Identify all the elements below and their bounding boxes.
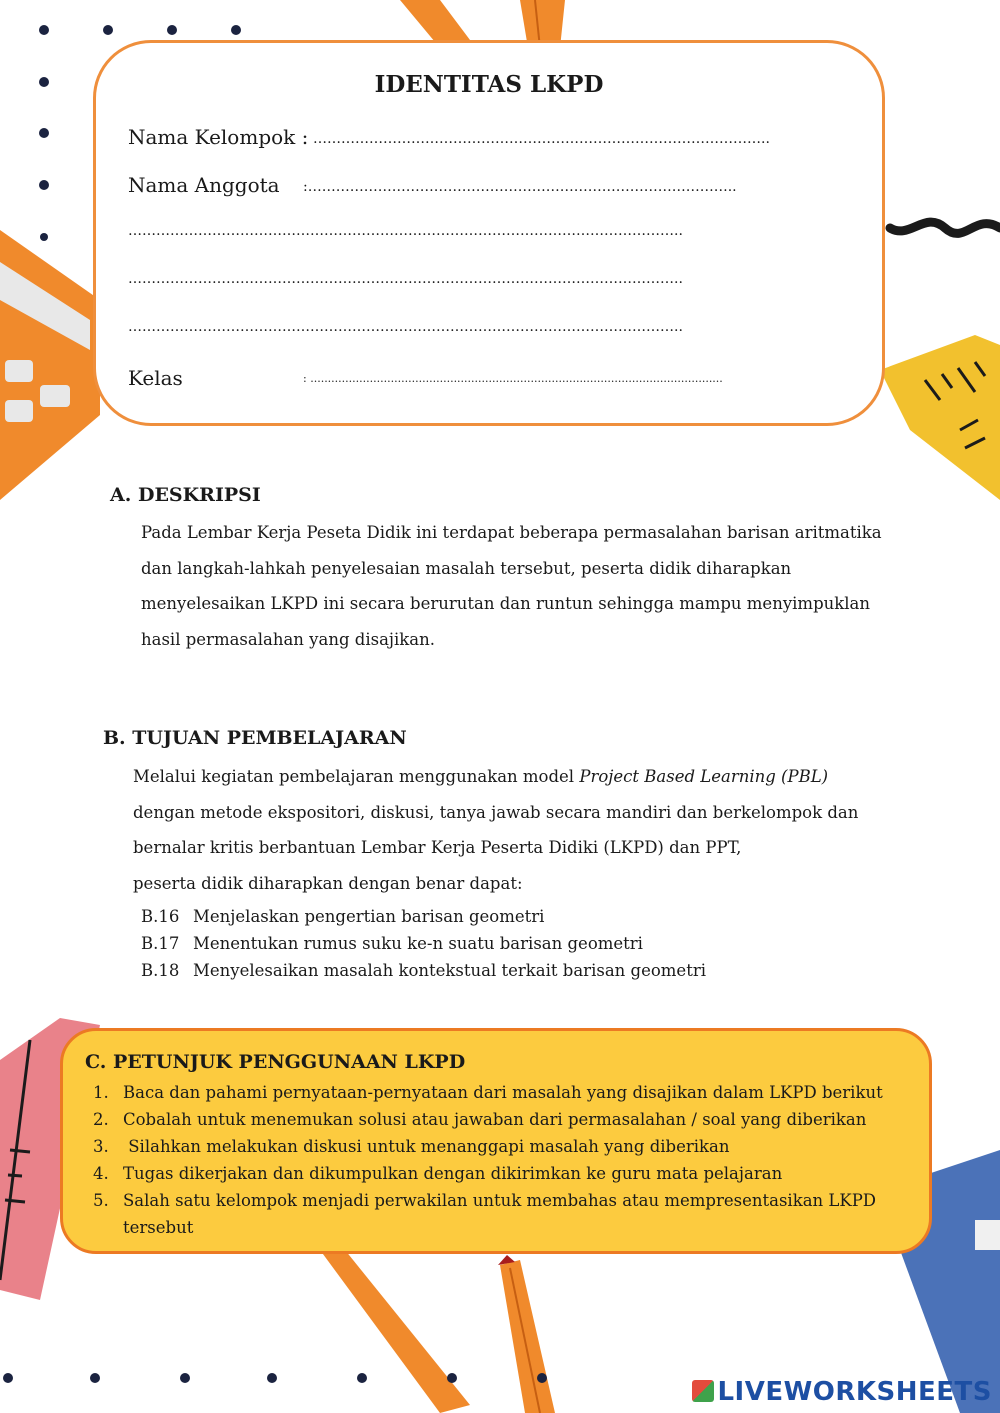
guide-item-text: tersebut (123, 1218, 194, 1237)
group-name-label: Nama Kelompok : (128, 125, 309, 149)
guide-item-text: Silahkan melakukan diskusi untuk menanggapi masalah yang diberikan (123, 1137, 730, 1156)
guide-item-number: 5. (93, 1191, 109, 1210)
members-field[interactable]: :……………………………………………………………………………….. (303, 179, 737, 195)
objective-item (141, 961, 706, 980)
description-line: hasil permasalahan yang disajikan. (141, 629, 436, 649)
objectives-line-1 (133, 759, 858, 795)
guide-box (60, 1028, 932, 1254)
objective-item (141, 907, 544, 926)
group-name-row (128, 125, 770, 149)
objective-code: B.18 (141, 961, 180, 980)
guide-item (93, 1083, 883, 1102)
dot-pattern-bottom (3, 1373, 547, 1383)
members-label: Nama Anggota (128, 173, 280, 197)
liveworksheets-watermark (692, 1377, 992, 1407)
description-line: dan langkah-lahkah penyelesaian masalah tersebut, peserta didik diharapkan (141, 558, 792, 578)
identity-title: IDENTITAS LKPD (374, 71, 604, 98)
liveworksheets-logo-icon (692, 1380, 714, 1402)
objective-text: Menyelesaikan masalah kontekstual terkait barisan geometri (193, 961, 706, 980)
objectives-line-1-pre: Melalui kegiatan pembelajaran menggunakan model (133, 767, 580, 786)
guide-item-text: Baca dan pahami pernyataan-pernyataan dari masalah yang disajikan dalam LKPD berikut (123, 1083, 883, 1102)
guide-item-number: 2. (93, 1110, 109, 1129)
objective-code: B.17 (141, 934, 180, 953)
objective-text: Menjelaskan pengertian barisan geometri (193, 907, 545, 926)
guide-item (93, 1191, 876, 1210)
guide-item-text: Cobalah untuk menemukan solusi atau jawaban dari permasalahan / soal yang diberikan (123, 1110, 867, 1129)
guide-item-number: 1. (93, 1083, 109, 1102)
description-line: Pada Lembar Kerja Peseta Didik ini terdapat beberapa permasalahan barisan aritmatika (141, 523, 882, 542)
member-field-1[interactable]: ……………………………………………………………………………………………………….. (128, 223, 683, 239)
guide-item (93, 1164, 782, 1183)
objectives-title: B. TUJUAN PEMBELAJARAN (103, 727, 407, 749)
objective-item (141, 934, 643, 953)
squiggle-icon (890, 222, 1000, 233)
member-field-3[interactable]: ……………………………………………………………………………………………………….. (128, 319, 683, 335)
ruler-right-icon (880, 335, 1000, 500)
calculator-icon (0, 230, 100, 500)
objectives-text (133, 759, 858, 901)
description-line: menyelesaikan LKPD ini secara berurutan dan runtun sehingga mampu menyimpuklan (141, 594, 870, 613)
objectives-line-4: peserta didik diharapkan dengan benar dapat: (133, 873, 523, 893)
guide-item (93, 1137, 730, 1156)
class-row (128, 366, 723, 390)
guide-item-text: Tugas dikerjakan dan dikumpulkan dengan dikirimkan ke guru mata pelajaran (123, 1164, 783, 1183)
description-title: A. DESKRIPSI (110, 484, 261, 506)
members-row (128, 173, 737, 197)
guide-item-number: 4. (93, 1164, 109, 1183)
watermark-text: LIVEWORKSHEETS (717, 1377, 992, 1407)
class-label: Kelas (128, 366, 183, 390)
guide-title: C. PETUNJUK PENGGUNAAN LKPD (85, 1051, 466, 1073)
group-name-field[interactable]: …………………………………………………………………………………….. (313, 131, 770, 147)
description-text (141, 515, 882, 657)
objectives-line-2: dengan metode ekspositori, diskusi, tanya jawab secara mandiri dan berkelompok dan (133, 802, 859, 822)
guide-item-text: Salah satu kelompok menjadi perwakilan untuk membahas atau mempresentasikan LKPD (123, 1191, 877, 1210)
member-field-2[interactable]: ……………………………………………………………………………………………………….. (128, 271, 683, 287)
objectives-line-3: bernalar kritis berbantuan Lembar Kerja Peserta Didiki (LKPD) dan PPT, (133, 838, 742, 857)
guide-item (93, 1110, 866, 1129)
guide-item-number: 3. (93, 1137, 109, 1156)
objective-code: B.16 (141, 907, 180, 926)
class-field[interactable]: : ...................................................................................................................... (303, 372, 723, 385)
model-name: Project Based Learning (PBL) (579, 767, 829, 786)
objective-text: Menentukan rumus suku ke-n suatu barisan geometri (193, 934, 643, 953)
identity-box (93, 40, 885, 426)
guide-item-continuation (93, 1218, 193, 1237)
pencil-bottom-icon (320, 1250, 555, 1413)
